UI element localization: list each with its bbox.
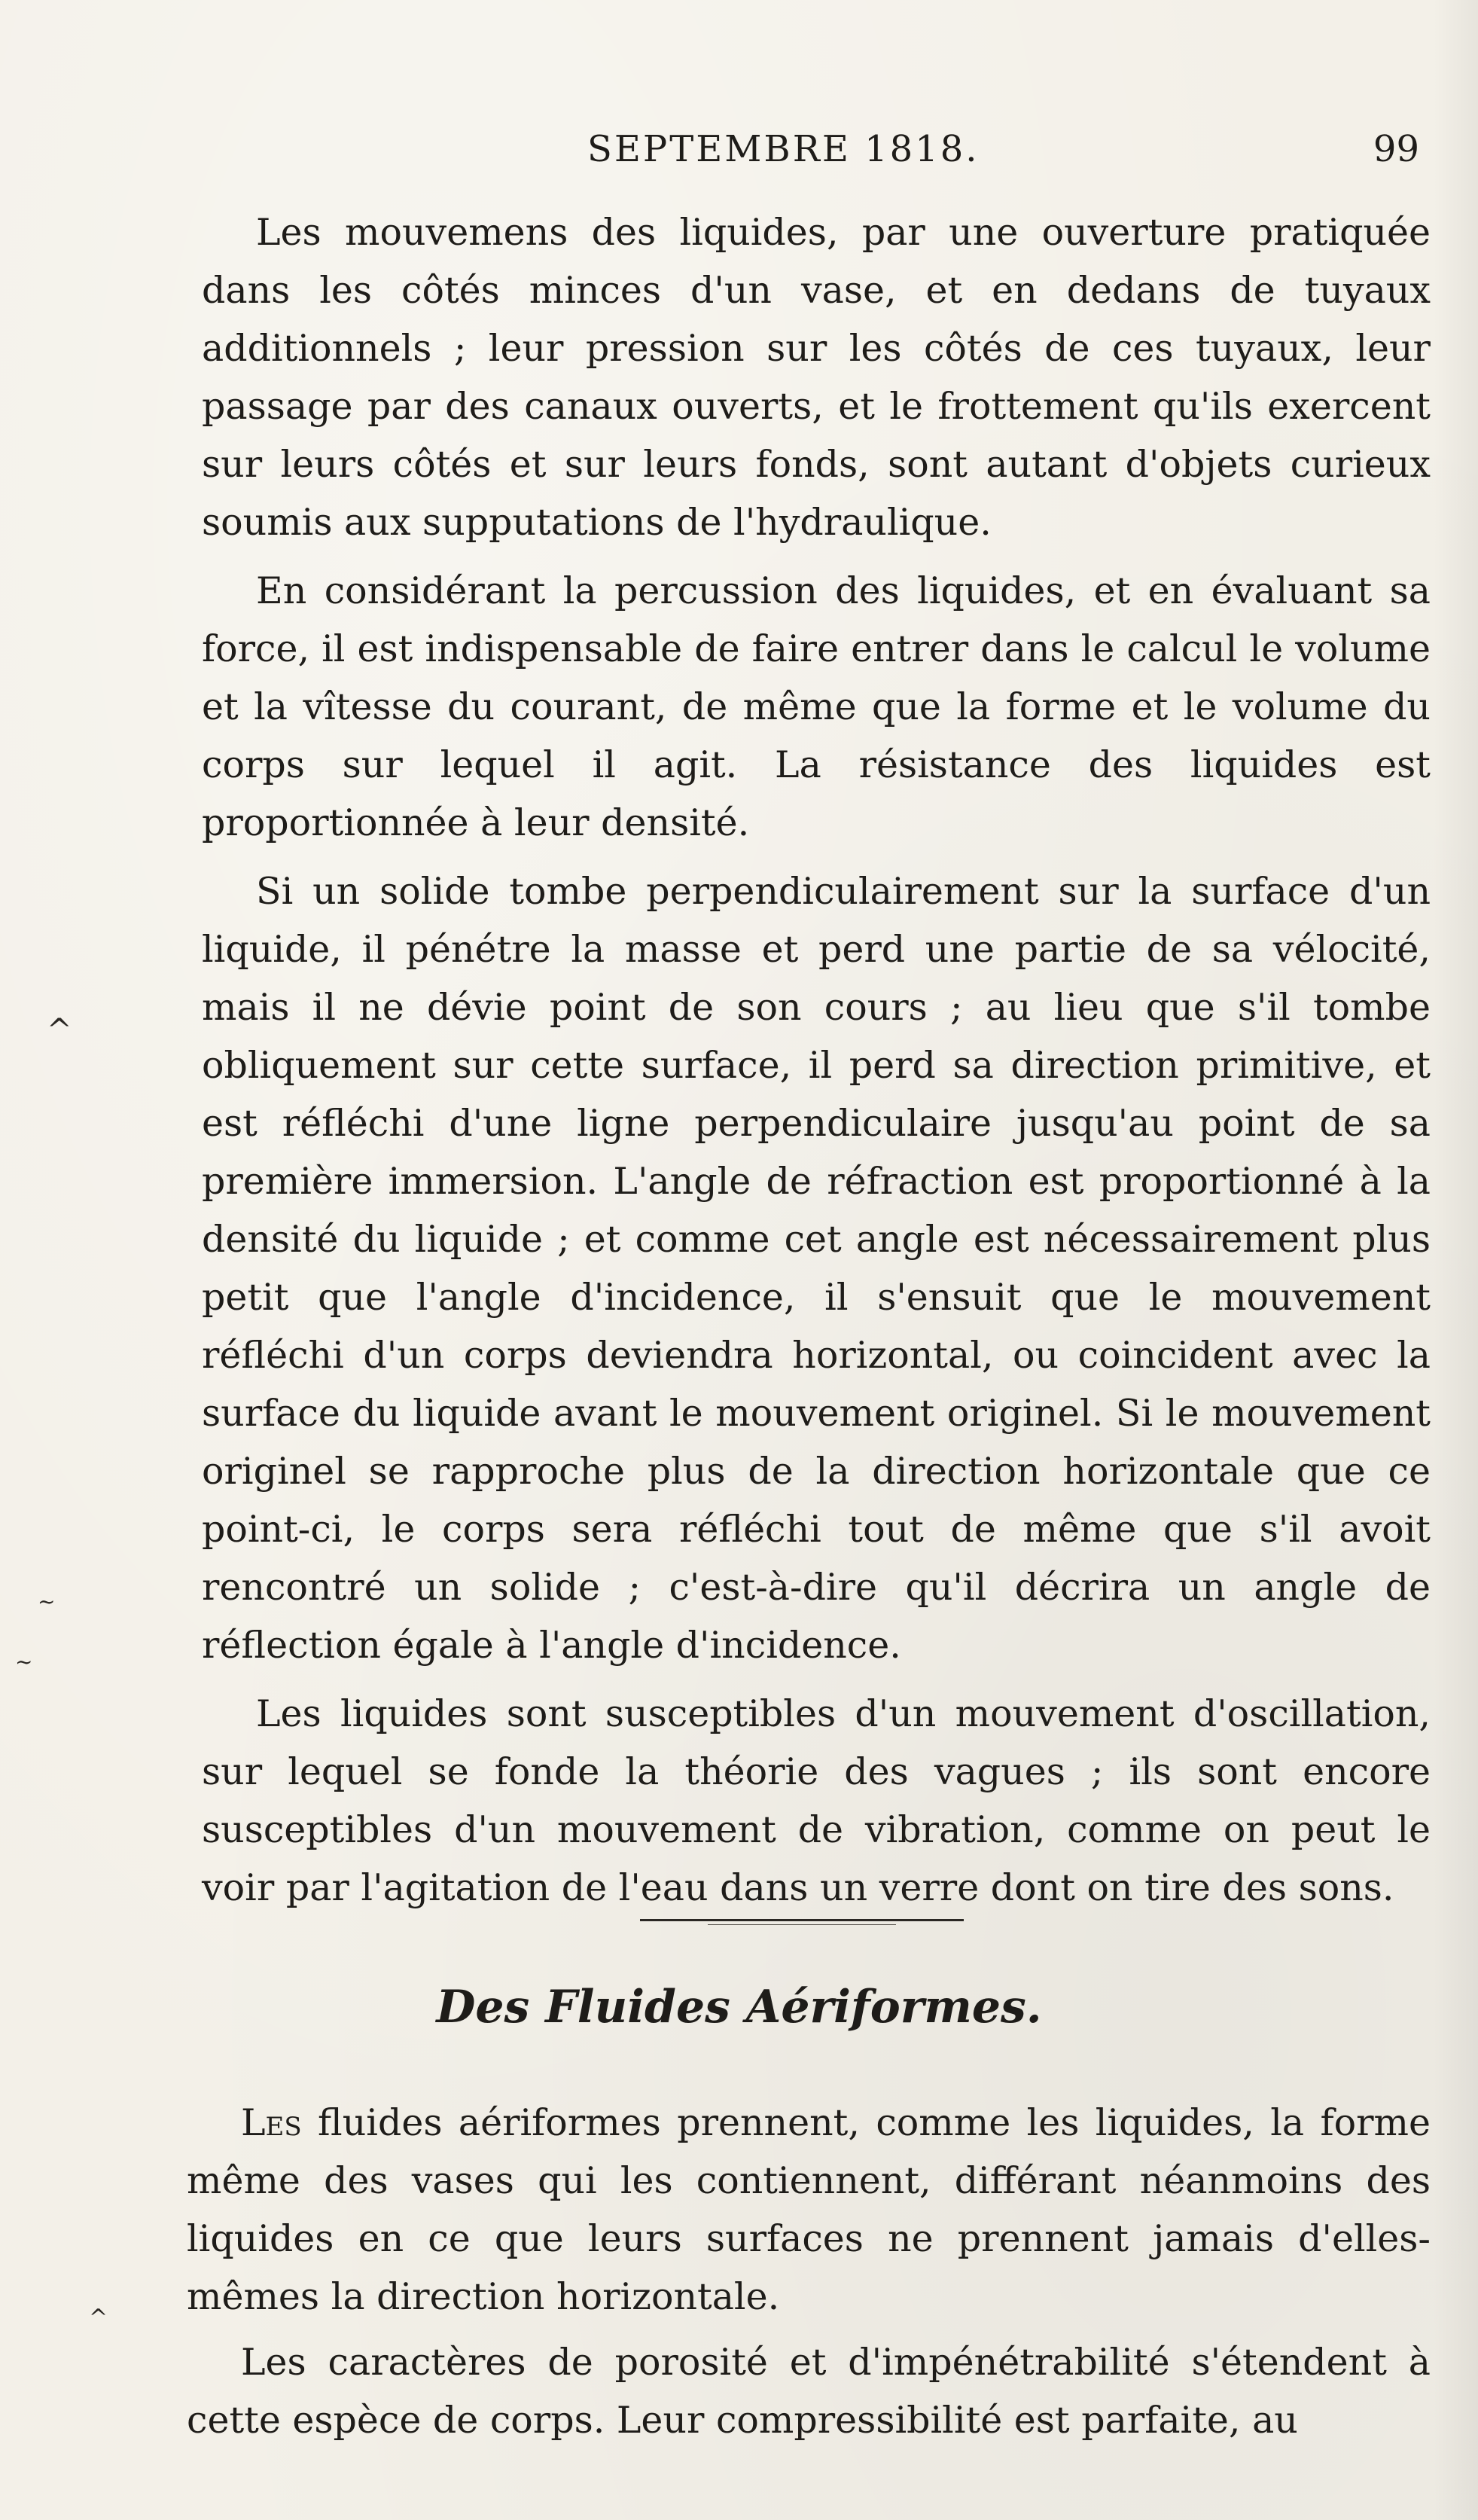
section-title: Des Fluides Aériformes.: [436, 1981, 1042, 2033]
page-edge-shadow: [1433, 0, 1478, 2520]
paragraph-aeriform-intro-text: fluides aériformes prennent, comme les liquides, la forme même des vases qui les contiennent, différant néanmoins des liquides en ce que leurs surfaces ne prennent jamais d'elles-mêmes la direction horizontale.: [187, 2101, 1431, 2318]
section-divider: [640, 1919, 964, 1921]
paragraph-porosity-text: Les caractères de porosité et d'impénétrabilité s'étendent à cette espèce de corps. Leur compressibilité est parfaite, au: [187, 2341, 1431, 2442]
margin-mark-icon: ^: [47, 1013, 72, 1048]
paragraph-porosity: [187, 2333, 1431, 2449]
margin-mark-icon: ~: [15, 1649, 33, 1674]
paragraph-oscillation: Les liquides sont susceptibles d'un mouvement d'oscillation, sur lequel se fonde la théorie des vagues ; ils sont encore susceptibles d'un mouvement de vibration, comme on peut le voir par l'agitation de l'eau dans un verre dont on tire des sons.: [202, 1692, 1431, 1909]
paragraph-reflection: Si un solide tombe perpendiculairement sur la surface d'un liquide, il pénétre la masse et perd une partie de sa vélocité, mais il ne dévie point de son cours ; au lieu que s'il tombe obliquement sur cette surface, il perd sa direction primitive, et est réfléchi d'une ligne perpendiculaire jusqu'au point de sa première immersion. L'angle de réfraction est proportionné à la densité du liquide ; et comme cet angle est nécessairement plus petit que l'angle d'incidence, il s'ensuit que le mouvement réfléchi d'un corps deviendra horizontal, ou coincident avec la surface du liquide avant le mouvement originel. Si le mouvement originel se rapproche plus de la direction horizontale que ce point-ci, le corps sera réfléchi tout de même que s'il avoit rencontré un solide ; c'est-à-dire qu'il décrira un angle de réflection égale à l'angle d'incidence.: [202, 870, 1431, 1667]
margin-mark-icon: ^: [89, 2305, 108, 2331]
margin-mark-icon: ~: [38, 1589, 56, 1614]
paragraph-lead-smallcaps: Les: [241, 2101, 302, 2144]
paragraph-percussion: En considérant la percussion des liquides, et en évaluant sa force, il est indispensable de faire entrer dans le calcul le volume et la vîtesse du courant, de même que la forme et le volume du corps sur lequel il agit. La résistance des liquides est proportionnée à leur densité.: [202, 569, 1431, 844]
page-header: [211, 128, 1446, 181]
main-text: [202, 203, 1431, 1927]
paragraph-aeriform-intro: [187, 2094, 1431, 2326]
section-text: [187, 2094, 1431, 2457]
running-head: SEPTEMBRE 1818.: [587, 128, 980, 170]
paragraph-hydraulics: Les mouvemens des liquides, par une ouverture pratiquée dans les côtés minces d'un vase, et en dedans de tuyaux additionnels ; leur pression sur les côtés de ces tuyaux, leur passage par des canaux ouverts, et le frottement qu'ils exercent sur leurs côtés et sur leurs fonds, sont autant d'objets curieux soumis aux supputations de l'hydraulique.: [202, 211, 1431, 544]
page-number: 99: [1373, 128, 1419, 170]
